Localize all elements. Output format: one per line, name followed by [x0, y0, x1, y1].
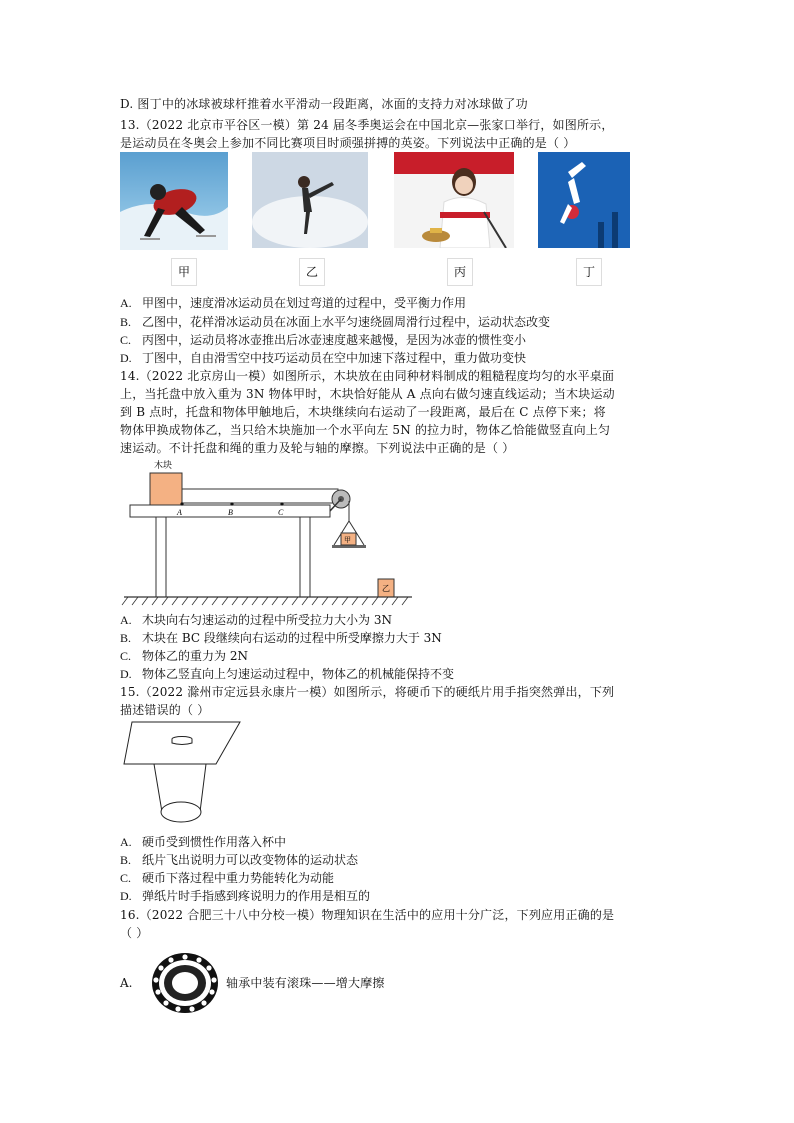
cup-bottom [161, 802, 201, 822]
q13-option-c[interactable]: C. 丙图中，运动员将冰壶推出后冰壶速度越来越慢，是因为冰壶的惯性变小 [120, 333, 527, 347]
wood-block [150, 473, 182, 505]
coin-side [172, 739, 192, 745]
point-c-label: C [278, 508, 284, 517]
q15-figure [120, 718, 250, 830]
photo-aerial-skiing [538, 152, 630, 248]
q16-stem-2: （ ） [120, 926, 149, 940]
q14-figure [120, 455, 420, 610]
q13-stem-2: 是运动员在冬奥会上参加不同比赛项目时顽强拼搏的英姿。下列说法中正确的是（ ） [120, 136, 576, 150]
q15-stem-2: 描述错误的（ ） [120, 703, 210, 717]
q15-option-d[interactable]: D. 弹纸片时手指感到疼说明力的作用是相互的 [120, 889, 371, 903]
photo-curling [394, 152, 514, 248]
caption-jia: 甲 [171, 258, 197, 286]
q14-stem-5: 速运动。不计托盘和绳的重力及轮与轴的摩擦。下列说法中正确的是（ ） [120, 441, 515, 455]
q14-option-d[interactable]: D. 物体乙竖直向上匀速运动过程中，物体乙的机械能保持不变 [120, 667, 455, 681]
q14-stem-3: 到 B 点时，托盘和物体甲触地后，木块继续向右运动了一段距离，最后在 C 点停下来；将 [120, 405, 606, 419]
q14-stem-4: 物体甲换成物体乙，当只给木块施加一个水平向左 5N 的拉力时，物体乙恰能做竖直向上匀 [120, 423, 611, 437]
block-label: 木块 [154, 460, 173, 470]
caption-ding: 丁 [576, 258, 602, 286]
point-a-label: A [177, 508, 182, 517]
option-d-prev: D. 图丁中的冰球被球杆推着水平滑动一段距离，冰面的支持力对冰球做了功 [120, 97, 528, 111]
q15-option-c[interactable]: C. 硬币下落过程中重力势能转化为动能 [120, 871, 335, 885]
ground-hatch [122, 597, 408, 605]
q15-stem-1: 15.（2022 滁州市定远县永康片一模）如图所示，将硬币下的硬纸片用手指突然弹出，下列 [120, 685, 615, 699]
photo-figure-skating [252, 152, 368, 248]
q15-option-a[interactable]: A. 硬币受到惯性作用落入杯中 [120, 835, 287, 849]
q15-option-b[interactable]: B. 纸片飞出说明力可以改变物体的运动状态 [120, 853, 359, 867]
jia-label: 甲 [344, 536, 351, 544]
caption-bing: 丙 [447, 258, 473, 286]
q14-option-a[interactable]: A. 木块向右匀速运动的过程中所受拉力大小为 3N [120, 613, 392, 627]
q13-stem-1: 13.（2022 北京市平谷区一模）第 24 届冬季奥运会在中国北京—张家口举行，如图所示， [120, 118, 614, 132]
q13-option-b[interactable]: B. 乙图中，花样滑冰运动员在冰面上水平匀速绕圆周滑行过程中，运动状态改变 [120, 315, 551, 329]
caption-yi: 乙 [299, 258, 325, 286]
q14-stem-1: 14.（2022 北京房山一模）如图所示，木块放在由同种材料制成的粗糙程度均匀的水平桌面 [120, 369, 615, 383]
q16-option-a-text: 轴承中装有滚珠——增大摩擦 [226, 976, 385, 990]
cup-right [200, 764, 206, 812]
point-b-dot [230, 502, 233, 505]
q16-stem-1: 16.（2022 合肥三十八中分校一模）物理知识在生活中的应用十分广泛，下列应用正确的是 [120, 908, 615, 922]
point-a-dot [180, 502, 183, 505]
rope-top [182, 489, 338, 503]
cup-left [154, 764, 162, 812]
q13-option-d[interactable]: D. 丁图中，自由滑雪空中技巧运动员在空中加速下落过程中，重力做功变快 [120, 351, 527, 365]
yi-label: 乙 [382, 584, 390, 593]
q14-stem-2: 上，当托盘中放入重为 3N 物体甲时，木块恰好能从 A 点向右做匀速直线运动；当木块运动 [120, 387, 615, 401]
q13-option-a[interactable]: A. 甲图中，速度滑冰运动员在划过弯道的过程中，受平衡力作用 [120, 296, 467, 310]
right-leg [300, 517, 310, 597]
q14-option-b[interactable]: B. 木块在 BC 段继续向右运动的过程中所受摩擦力大于 3N [120, 631, 442, 645]
q16-option-a-letter[interactable]: A. [120, 976, 133, 990]
q14-option-c[interactable]: C. 物体乙的重力为 2N [120, 649, 248, 663]
left-leg [156, 517, 166, 597]
point-b-label: B [228, 508, 233, 517]
point-c-dot [280, 502, 283, 505]
ball-bearing-image [148, 950, 222, 1016]
photo-speed-skating [120, 152, 228, 250]
